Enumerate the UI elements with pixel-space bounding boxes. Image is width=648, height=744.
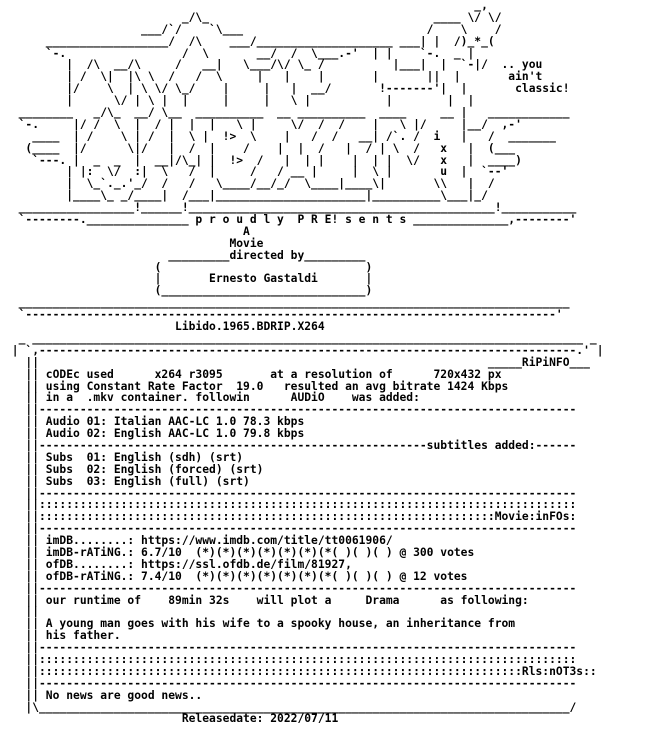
nfo-line: `---. | _ _ | __|/\_| | !> / | | | | | | \/ x | ____)	[5, 153, 556, 167]
nfo-line: ___/`/ `\___ / \ /	[5, 22, 502, 36]
nfo-line: || Subs 01: English (sdh) (srt)	[5, 450, 244, 464]
nfo-line: ||-------------------------------------------------------------------------------	[5, 641, 577, 655]
nfo-line: `-. |/ / \ | / | | | \ | \/ / / | \ |/ |__/ ,-'	[5, 117, 577, 131]
nfo-line: ||-------------------------------------------------------------------------------	[5, 486, 577, 500]
nfo-line: | `,-------------------------------------------------------------------------------.' |	[5, 343, 604, 357]
nfo-line: `--------._______________ p r o u d l y P R E! s e n t s ______________,--------'	[5, 213, 577, 227]
nfo-line: || imDB-rATiNG.: 6.7/10 (*)(*)(*)(*)(*)(*)(*( )( )( ) @ 300 votes	[5, 545, 475, 559]
nfo-line: `------------------------------------------------------------------------------'	[5, 308, 563, 322]
nfo-line: _,	[5, 0, 488, 12]
nfo-line: ||:::::::::::::::::::::::::::::::::::::::::::::::::::::::::::::::::::::::Rls:nOT3s::	[5, 664, 597, 678]
nfo-line: || in a .mkv container. followin AUDiO was added:	[5, 391, 420, 405]
nfo-line: ||-------------------------------------------------------------------------------	[5, 676, 577, 690]
nfo-line: |____\_ _/____| /___|______________________|__________\___|_/	[5, 189, 488, 203]
nfo-line: (______________________________)	[5, 284, 373, 298]
nfo-line: || No news are good news..	[5, 688, 203, 702]
nfo-line: | |: \/ :| \ / | / / __ | | \ | u | `--'	[5, 165, 509, 179]
nfo-line: _________________________________________________________________________________	[5, 296, 570, 310]
nfo-line: ||:::::::::::::::::::::::::::::::::::::::::::::::::::::::::::::::::::::::::::::::	[5, 652, 577, 666]
nfo-line: | \/ | \ | | | | \ | | | |	[5, 94, 475, 108]
nfo-line: ||:::::::::::::::::::::::::::::::::::::::::::::::::::::::::::::::::::::::::::::::	[5, 498, 577, 512]
nfo-line: |/ \ | \ \/ \_/ | | | __/ !-------'| | classic!	[5, 82, 570, 96]
nfo-line: |\______________________________________________________________________________/	[5, 700, 577, 714]
nfo-line: _________directed by_________	[5, 248, 366, 262]
nfo-line: Movie	[5, 236, 264, 250]
nfo-line: ||-------------------------------------------------------------------------------	[5, 403, 577, 417]
nfo-line: || A young man goes with his wife to a spooky house, an inheritance from	[5, 617, 516, 631]
nfo-line: || Audio 02: English AAC-LC 1.0 79.8 kbps	[5, 427, 305, 441]
nfo-line: || our runtime of 89min 32s will plot a Drama as following:	[5, 593, 529, 607]
nfo-line: || using Constant Rate Factor 19.0 resulted an avg bitrate 1424 Kbps	[5, 379, 509, 393]
nfo-line: || _____RiPiNFO___	[5, 355, 590, 369]
nfo-line: Libido.1965.BDRIP.X264	[5, 320, 325, 334]
nfo-line: Releasedate: 2022/07/11	[5, 712, 339, 726]
nfo-line: | \_`._.'_/ / / \____/__/_/ \____|____\| \\ | /	[5, 177, 495, 191]
nfo-line: | Ernesto Gastaldi |	[5, 272, 373, 286]
nfo-line: ||-------------------------------------------------------------------------------	[5, 581, 577, 595]
nfo-line: ||:::::::::::::::::::::::::::::::::::::::::::::::::::::::::::::::::::Movie:inFOs:	[5, 510, 577, 524]
nfo-line: ( )	[5, 260, 373, 274]
nfo-line: || ofDB-rATiNG.: 7.4/10 (*)(*)(*)(*)(*)(*)(*( )( )( ) @ 12 votes	[5, 569, 468, 583]
nfo-line: || cODEc used x264 r3095 at a resolution of 720x432 px	[5, 367, 502, 381]
nfo-line: ________ _/\_ __/ \__ __________ __ __________ ____ __ | ____________	[5, 106, 570, 120]
nfo-line: ||	[5, 605, 40, 619]
nfo-line: _ _________________________________________________________________________________ _	[5, 331, 597, 345]
nfo-line: || ofDB........: https://ssl.ofdb.de/film/81927,	[5, 557, 352, 571]
nfo-line: ____ | / \ | / | \ | !> \ | / / __| /`. / i | / _______	[5, 129, 556, 143]
nfo-line: A	[5, 224, 250, 238]
nfo-line: __________________/ /\ ___/____________________ ___| | /)_*_(	[5, 34, 495, 48]
nfo-line: || Audio 01: Italian AAC-LC 1.0 78.3 kbps	[5, 415, 305, 429]
nfo-line: _________________!______!_____________________________________________!___________	[5, 201, 577, 215]
nfo-line: || his father.	[5, 629, 121, 643]
nfo-line: || imDB........: https://www.imdb.com/title/tt0061906/	[5, 534, 393, 548]
nfo-line: || Subs 02: English (forced) (srt)	[5, 462, 264, 476]
nfo-line: | / \| |\ \ / / \ | | | | || | ain't	[5, 70, 543, 84]
nfo-line: (____ |/ \|/ | / | / | | / | / | \ / x | (___	[5, 141, 556, 155]
nfo-line: ||-------------------------------------------------------------------------------	[5, 522, 577, 536]
nfo-line: ||---------------------------------------------------------subtitles added:------	[5, 438, 577, 452]
nfo-line: | /\ __/\ / __| \___/\/ \_ / |___| | `-|/ .. you	[5, 58, 543, 72]
nfo-line: _/\_ ____ \/ \/	[5, 10, 502, 24]
nfo-line: `-. / \ __/ / \___.-' | | `-. _ |	[5, 46, 475, 60]
nfo-line: || Subs 03: English (full) (srt)	[5, 474, 250, 488]
